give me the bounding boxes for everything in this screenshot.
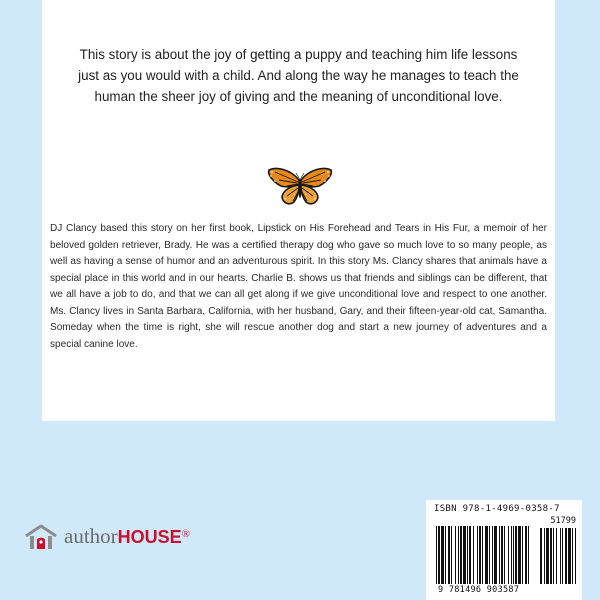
isbn-label: ISBN 978-1-4969-0358-7: [434, 504, 560, 514]
publisher-name-part2: HOUSE: [117, 527, 182, 547]
barcode-addon-number: 51799: [550, 516, 576, 526]
publisher-name: [64, 524, 190, 549]
publisher-name-part1: author: [64, 524, 118, 548]
butterfly-icon: [267, 166, 333, 208]
barcode-number: 9 781496 903587: [438, 585, 520, 595]
registered-mark: ®: [181, 528, 191, 540]
author-description: DJ Clancy based this story on her first book, Lipstick on His Forehead and Tears in His Fur, a memoir of her beloved golden retriever, Brady. He was a certified therapy dog who gave so much love to so many people, as well as having a sense of humor and an adventurous spirit. In this story Ms. Clancy shares that animals have a special place in this world and in our hearts. Charlie B. shows us that friends and siblings can be different, that we all have a job to do, and that we can all get along if we give unconditional love and respect to one another. Ms. Clancy lives in Santa Barbara, California, with her husband, Gary, and their fifteen-year-old cat, Samantha. Someday when the time is right, she will rescue another dog and start a new journey of adventures and a special canine love.: [50, 223, 547, 350]
house-logo-icon: [24, 524, 58, 550]
barcode-area: [426, 500, 582, 600]
barcode-bars: [436, 526, 576, 586]
intro-text: This story is about the joy of getting a puppy and teaching him life lessons just as you would with a child. And along the way he manages to teach the human the sheer joy of giving and the meaning of unconditional love.: [78, 47, 519, 104]
content-panel: [42, 0, 555, 421]
publisher-logo: [24, 520, 204, 552]
